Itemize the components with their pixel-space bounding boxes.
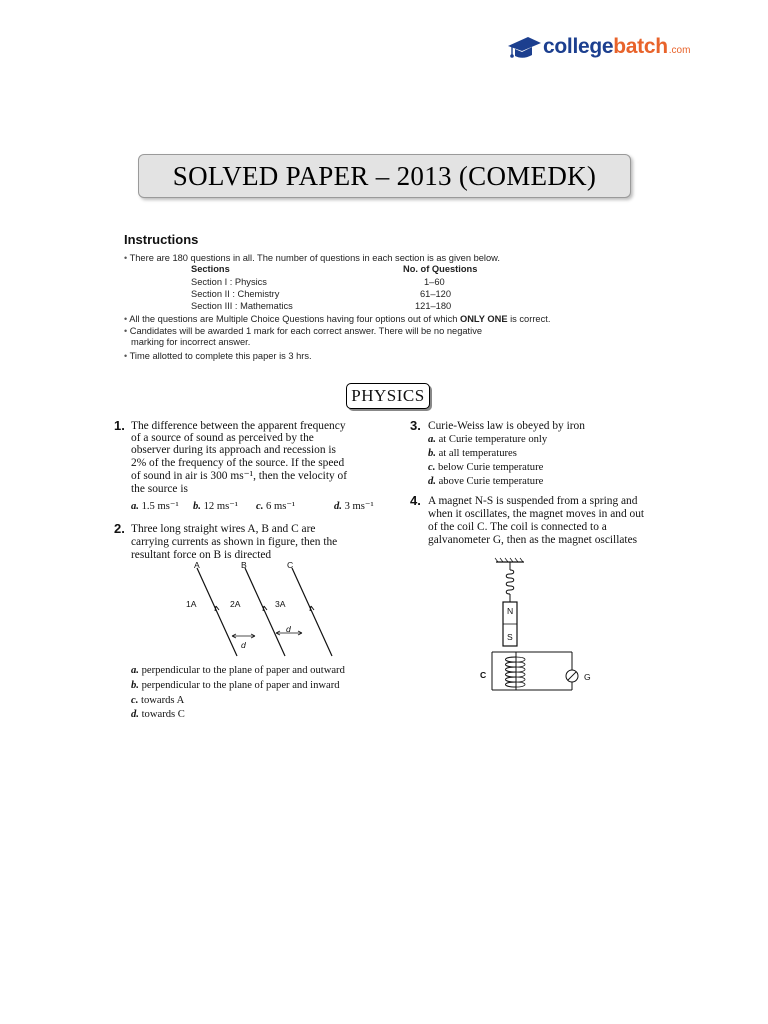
table-row-section: Section II : Chemistry <box>191 289 280 299</box>
question-text-line: Curie-Weiss law is obeyed by iron <box>428 420 585 432</box>
question-text-line: observer during its approach and recession is <box>131 444 336 456</box>
spring <box>506 570 514 594</box>
option-a[interactable]: a. perpendicular to the plane of paper and outward <box>131 665 345 676</box>
question-text-line: of the coil C. The coil is connected to a <box>428 521 607 533</box>
option-a[interactable]: a. at Curie temperature only <box>428 434 548 445</box>
option-d[interactable]: d. above Curie temperature <box>428 476 544 487</box>
option-d[interactable]: d. 3 ms⁻¹ <box>334 501 374 512</box>
section-heading-box <box>346 383 430 409</box>
question-text-line: the source is <box>131 483 188 495</box>
magnet-coil-figure <box>478 556 598 700</box>
option-b[interactable]: b. 12 ms⁻¹ <box>193 501 238 512</box>
question-text-line: galvanometer G, then as the magnet oscillates <box>428 534 638 546</box>
option-b[interactable]: b. at all temperatures <box>428 448 517 459</box>
option-b[interactable]: b. perpendicular to the plane of paper and inward <box>131 680 340 691</box>
section-heading: PHYSICS <box>351 386 425 405</box>
question-number: 3. <box>410 418 421 433</box>
label-current-2: 2A <box>230 599 241 609</box>
instruction-item: • Time allotted to complete this paper is 3 hrs. <box>124 351 312 361</box>
table-header-count: No. of Questions <box>403 264 478 274</box>
collegebatch-logo[interactable] <box>506 30 690 64</box>
table-row-section: Section I : Physics <box>191 277 267 287</box>
option-c[interactable]: c. 6 ms⁻¹ <box>256 501 296 512</box>
option-c[interactable]: c. towards A <box>131 695 185 706</box>
question-text-line: carrying currents as shown in figure, then the <box>131 536 338 548</box>
label-south: S <box>507 632 513 642</box>
question-text-line: of sound in air is 300 ms⁻¹, then the velocity of <box>131 470 348 482</box>
question-text-line: resultant force on B is directed <box>131 549 272 561</box>
table-row-section: Section III : Mathematics <box>191 301 293 311</box>
question-number: 2. <box>114 521 125 536</box>
label-current-1: 1A <box>186 599 197 609</box>
arrow-c <box>310 606 314 611</box>
page-title: SOLVED PAPER – 2013 (COMEDK) <box>172 160 597 191</box>
label-wire-c: C <box>287 560 294 570</box>
wire-b <box>245 568 285 656</box>
label-distance-2: d <box>286 624 291 634</box>
instruction-item-cont: marking for incorrect answer. <box>131 337 251 347</box>
option-a[interactable]: a. 1.5 ms⁻¹ <box>131 501 179 512</box>
table-header-sections: Sections <box>191 264 230 274</box>
question-text-line: Three long straight wires A, B and C are <box>131 523 316 535</box>
logo-wordmark: collegebatch <box>543 35 668 58</box>
logo-domain: .com <box>668 45 691 56</box>
arrow-b <box>263 606 267 611</box>
instruction-item: • All the questions are Multiple Choice Questions having four options out of which ONLY ONE is correct. <box>124 314 551 324</box>
coil <box>506 657 517 687</box>
table-row-range: 61–120 <box>420 289 452 299</box>
table-row-range: 121–180 <box>415 301 452 311</box>
label-wire-b: B <box>241 560 247 570</box>
question-text-line: A magnet N-S is suspended from a spring and <box>428 495 638 507</box>
wire-a <box>197 568 237 656</box>
instructions-heading: Instructions <box>124 232 199 247</box>
label-galvanometer: G <box>584 672 591 682</box>
graduation-cap-icon <box>506 34 542 60</box>
option-d[interactable]: d. towards C <box>131 709 185 720</box>
label-coil: C <box>480 670 487 680</box>
label-distance-1: d <box>241 640 246 650</box>
option-c[interactable]: c. below Curie temperature <box>428 462 544 473</box>
instruction-item: • Candidates will be awarded 1 mark for each correct answer. There will be no negative <box>124 326 483 336</box>
table-row-range: 1–60 <box>424 277 445 287</box>
label-wire-a: A <box>194 560 200 570</box>
question-text-line: 2% of the frequency of the source. If the speed <box>131 457 345 469</box>
wire-c <box>292 568 332 656</box>
three-wires-figure <box>180 560 360 660</box>
arrow-a <box>215 606 219 611</box>
question-number: 1. <box>114 418 125 433</box>
question-text-line: when it oscillates, the magnet moves in and out <box>428 508 645 520</box>
title-banner <box>138 154 631 198</box>
question-number: 4. <box>410 493 421 508</box>
question-text-line: of a source of sound as perceived by the <box>131 432 314 444</box>
question-text-line: The difference between the apparent frequency <box>131 420 346 432</box>
label-current-3: 3A <box>275 599 286 609</box>
label-north: N <box>507 606 514 616</box>
instruction-item: • There are 180 questions in all. The number of questions in each section is as given below. <box>124 253 500 263</box>
